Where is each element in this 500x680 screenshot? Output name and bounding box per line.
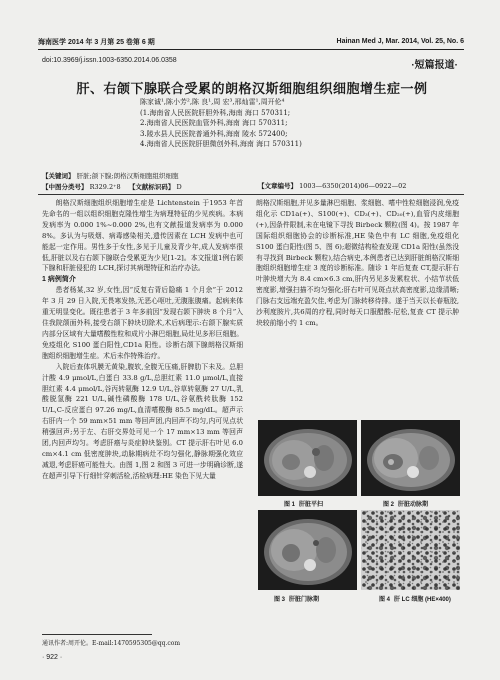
figure-2-caption-text: 肝脏动脉期 <box>398 502 429 508</box>
paragraph-case: 患者杨某,32 岁,女性,因“反复右背后隐痛 1 个月余”于 2012 年 3 月 29 日入院,无畏寒发热,无恶心呕吐,无腹胀腹痛。起病来体重无明显变化。既往患者于 3 年多前因“发现右颌下肿块 8 个月”入住我院颌面外科,接受右颌下肿块切除术,术后病理示:右颌下腺实质内部分区域有大量嗜酸性粒和成片小淋巴细胞,局灶见多形巨细胞。免疫组化 S100 蛋白阳性,CD1a 阳性。诊断右颌下腺朗格汉斯细胞组织细胞增生症。术后未作特殊治疗。 <box>42 286 243 360</box>
figure-1-image <box>258 420 357 496</box>
ct-scan-plain-graphic <box>258 420 357 496</box>
classification-text: R329.2⁺8 <box>89 183 121 191</box>
doc-code-label: 【文献标识码】 <box>128 184 175 191</box>
figure-4-caption-text: 肝 LC 细胞 (HE×400) <box>394 597 451 603</box>
header-journal-en: Hainan Med J, Mar. 2014, Vol. 25, No. 6 <box>336 38 464 45</box>
figure-3-caption-text: 肝脏门脉期 <box>289 597 320 603</box>
paragraph-intro: 朗格汉斯细胞组织细胞增生症是 Lichtenstein 于1953 年首先命名的一组以组织细胞克隆性增生为病理特征的少见疾病。本病发病率为 0.000 1%~0.000 2%,也有文献报道发病率为 0.000 8%。多认为与吸烟、病毒感染相关,遗传因素在 LCH 发病中也可能起一定作用。男性多于女性,多见于儿童及青少年,成人发病率很低,肝脏以及右右颌下腺联合受累更为少见[1-2]。本文报道1例右颌下腺和肝脏侵犯的 LCH,探讨其病理特征和治疗办法。 <box>42 199 243 273</box>
article-number-text: 1003—6350(2014)06—0922—02 <box>299 182 407 190</box>
page-number: · 922 · <box>42 654 63 661</box>
paragraph-exam: 入院后查体巩膜无黄染,腹软,全腹无压痛,肝脾肋下未及。总胆汁酸 4.9 μmol/L,白蛋白 33.8 g/L,总胆红素 11.0 μmol/L,直接胆红素 4.4 μmol/L,谷丙转氨酶 12.9 U/L,谷草转氨酶 27 U/L,乳酸脱氢酶 221 U/L,碱性磷酸酶 178 U/L,谷氨酰转肽酶 152 U/L,C-反应蛋白 97.26 mg/L,血清嗜酸酶 85.5 mg/dL。超声示右肝内一个 59 mm×51 mm 等回声团,内回声不均匀,内可见点状稍强回声;另于左、右肝交界处可见一个 17 mm×13 mm 等回声团,内回声均匀。考虑肝癌与炎症肿块鉴别。CT 提示肝右叶见 6.0 cm×4.1 cm 低密度肿块,动脉期病灶不均匀强化,静脉期强化效应减退,考虑肝癌可能性大。由图 1,图 2 和图 3 可进一步明确诊断,遂在超声引导下行细针穿刺活检,活检病理:HE 染色下见大量 <box>42 362 243 480</box>
ct-scan-portal-graphic <box>258 510 357 590</box>
affiliation-line: 3.陵水县人民医院普通外科,海南 陵水 572400; <box>140 129 288 138</box>
keywords-text: 肝脏;颌下腺;朗格汉斯细胞组织细胞 <box>76 172 179 180</box>
affiliation-line: 2.海南省人民医院血管外科,海南 海口 570311; <box>140 119 288 127</box>
figure-1-label: 图 1 <box>284 502 296 508</box>
figure-3-caption <box>274 594 319 603</box>
author-block <box>140 97 380 150</box>
keywords-line <box>42 171 242 182</box>
classification-label: 【中图分类号】 <box>42 184 88 191</box>
article-number-line <box>258 181 406 190</box>
figure-4-image <box>361 510 460 590</box>
author-names: 陈家诚¹,陈小芳²,陈 良¹,周 宏³,邢灿雷¹,周开伦⁴ <box>140 98 285 106</box>
doc-code-text: D <box>176 183 182 191</box>
ct-scan-arterial-graphic <box>361 420 460 496</box>
divider <box>38 194 464 195</box>
section-tag: ·短篇报道· <box>411 60 458 71</box>
article-number-label: 【文章编号】 <box>258 183 297 190</box>
figure-1-caption <box>284 499 323 508</box>
figure-4-label: 图 4 <box>379 597 391 603</box>
figure-2-caption <box>383 499 428 508</box>
keywords-label: 【关键词】 <box>42 173 75 180</box>
figure-3-label: 图 3 <box>274 597 286 603</box>
figure-3-image <box>258 510 357 590</box>
figure-4-caption <box>379 594 451 603</box>
section-heading: 1 病例简介 <box>42 276 76 284</box>
figure-2-image <box>361 420 460 496</box>
figure-1-caption-text: 肝脏平扫 <box>299 502 324 508</box>
article-title: 肝、右颌下腺联合受累的朗格汉斯细胞组织细胞增生症一例 <box>76 81 428 96</box>
doi: doi:10.3969/j.issn.1003-6350.2014.06.0358 <box>42 57 177 64</box>
histology-micrograph-graphic <box>361 510 460 590</box>
body-column-right <box>256 198 459 329</box>
footnote-divider <box>42 634 152 635</box>
paragraph-continued: 朗格汉斯细胞,并见多量淋巴细胞、浆细胞、嗜中性粒细胞浸润,免疫组化示 CD1a(+)、S100(+)、CD₃(+)、CD₂₀(+),血管内皮细胞(+),因条件限制,未在电镜下寻找 Birbeck 颗粒(图 4)。按 1987 年国际组织细胞协会的诊断标准,HE 染色中有 LC 细胞,免疫组化 S100 蛋白阳性(图 5、图 6);超微结构检查发现 CD1a 阳性(虽然没有寻找到 Birbeck 颗粒),结合病史,本例患者已达到肝脏朗格汉斯细胞组织细胞增生症 3 度的诊断标准。随诊 1 年后复查 CT,提示肝右叶肿块增大为 8.4 cm×6.3 cm,肝内另见多发累粒状、小结节状低密度影,增强扫描不均匀强化;肝右叶可见斑点状高密度影,边缘清晰;门脉右支远端充盈欠佳,考虑为门脉转移待排。遂于当天以长春瓶胶,沙利度胺片,共6周的疗程,同时每天口服醋酸-尼松,复查 CT 提示肿块较前缩小约 1 cm。 <box>256 199 459 327</box>
header-journal-cn: 海南医学 2014 年 3 月第 25 卷第 6 期 <box>38 38 155 46</box>
figure-2-label: 图 2 <box>383 502 395 508</box>
affiliation-line: 4.海南省人民医院肝胆微创外科,海南 海口 570311) <box>140 140 302 148</box>
body-column-left <box>42 198 243 482</box>
footnote: 通讯作者:周开伦。E-mail:1470595305@qq.com <box>42 640 181 647</box>
affiliation-line: (1.海南省人民医院肝胆外科,海南 海口 570311; <box>140 108 291 117</box>
running-header <box>38 34 464 50</box>
classification-line <box>42 182 242 193</box>
keywords-block <box>42 171 242 193</box>
